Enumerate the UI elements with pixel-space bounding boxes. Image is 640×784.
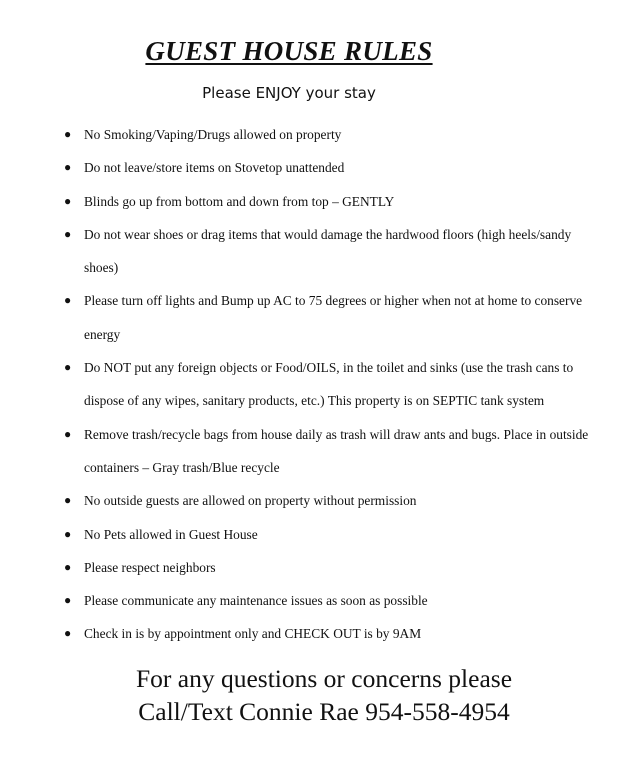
rule-item	[64, 551, 604, 584]
bullet-icon: ●	[64, 193, 72, 208]
rule-text: Do NOT put any foreign objects or Food/OILS, in the toilet and sinks (use the trash cans to dispose of any wipes, sanitary products, etc.) This property is on SEPTIC tank system	[84, 360, 574, 409]
contact-footer	[0, 662, 640, 728]
footer-line-questions: For any questions or concerns please	[135, 664, 513, 693]
rule-text: No Smoking/Vaping/Drugs allowed on property	[84, 127, 342, 142]
bullet-icon: ●	[64, 526, 72, 541]
bullet-icon: ●	[64, 127, 72, 141]
rule-item	[64, 584, 604, 617]
rule-item	[64, 418, 604, 485]
bullet-icon: ●	[64, 293, 72, 308]
rule-item	[64, 518, 604, 551]
rule-text: Do not wear shoes or drag items that would damage the hardwood floors (high heels/sandy shoes)	[84, 226, 572, 276]
bullet-icon: ●	[64, 226, 72, 241]
rule-text: Please respect neighbors	[84, 559, 216, 575]
document-subtitle: Please ENJOY your stay	[202, 84, 376, 102]
rule-item	[64, 484, 604, 517]
bullet-icon: ●	[64, 593, 72, 608]
rule-item	[64, 118, 604, 151]
rule-text: No outside guests are allowed on property without permission	[84, 493, 417, 509]
rule-item	[64, 151, 604, 184]
rule-text: Check in is by appointment only and CHECK OUT is by 9AM	[84, 626, 422, 642]
bullet-icon: ●	[64, 493, 72, 508]
rule-text: Remove trash/recycle bags from house daily as trash will draw ants and bugs. Place in outside containers – Gray trash/Blue recycle	[84, 426, 589, 475]
bullet-icon: ●	[64, 426, 72, 441]
rule-item	[64, 617, 604, 650]
bullet-icon: ●	[64, 559, 72, 574]
rules-list	[64, 118, 604, 651]
rule-text: No Pets allowed in Guest House	[84, 526, 258, 542]
rule-text: Blinds go up from bottom and down from top – GENTLY	[84, 193, 395, 209]
rule-item	[64, 218, 604, 285]
footer-line-contact: Call/Text Connie Rae 954-558-4954	[138, 697, 510, 726]
bullet-icon: ●	[64, 360, 72, 375]
rule-item	[64, 284, 604, 351]
bullet-icon: ●	[64, 160, 72, 175]
rule-item	[64, 185, 604, 218]
rule-text: Please communicate any maintenance issues as soon as possible	[84, 593, 428, 609]
document-title: GUEST HOUSE RULES	[145, 36, 433, 66]
rule-text: Please turn off lights and Bump up AC to 75 degrees or higher when not at home to conserve energy	[84, 293, 583, 342]
rule-item	[64, 351, 604, 418]
rule-text: Do not leave/store items on Stovetop unattended	[84, 160, 345, 176]
bullet-icon: ●	[64, 626, 72, 641]
